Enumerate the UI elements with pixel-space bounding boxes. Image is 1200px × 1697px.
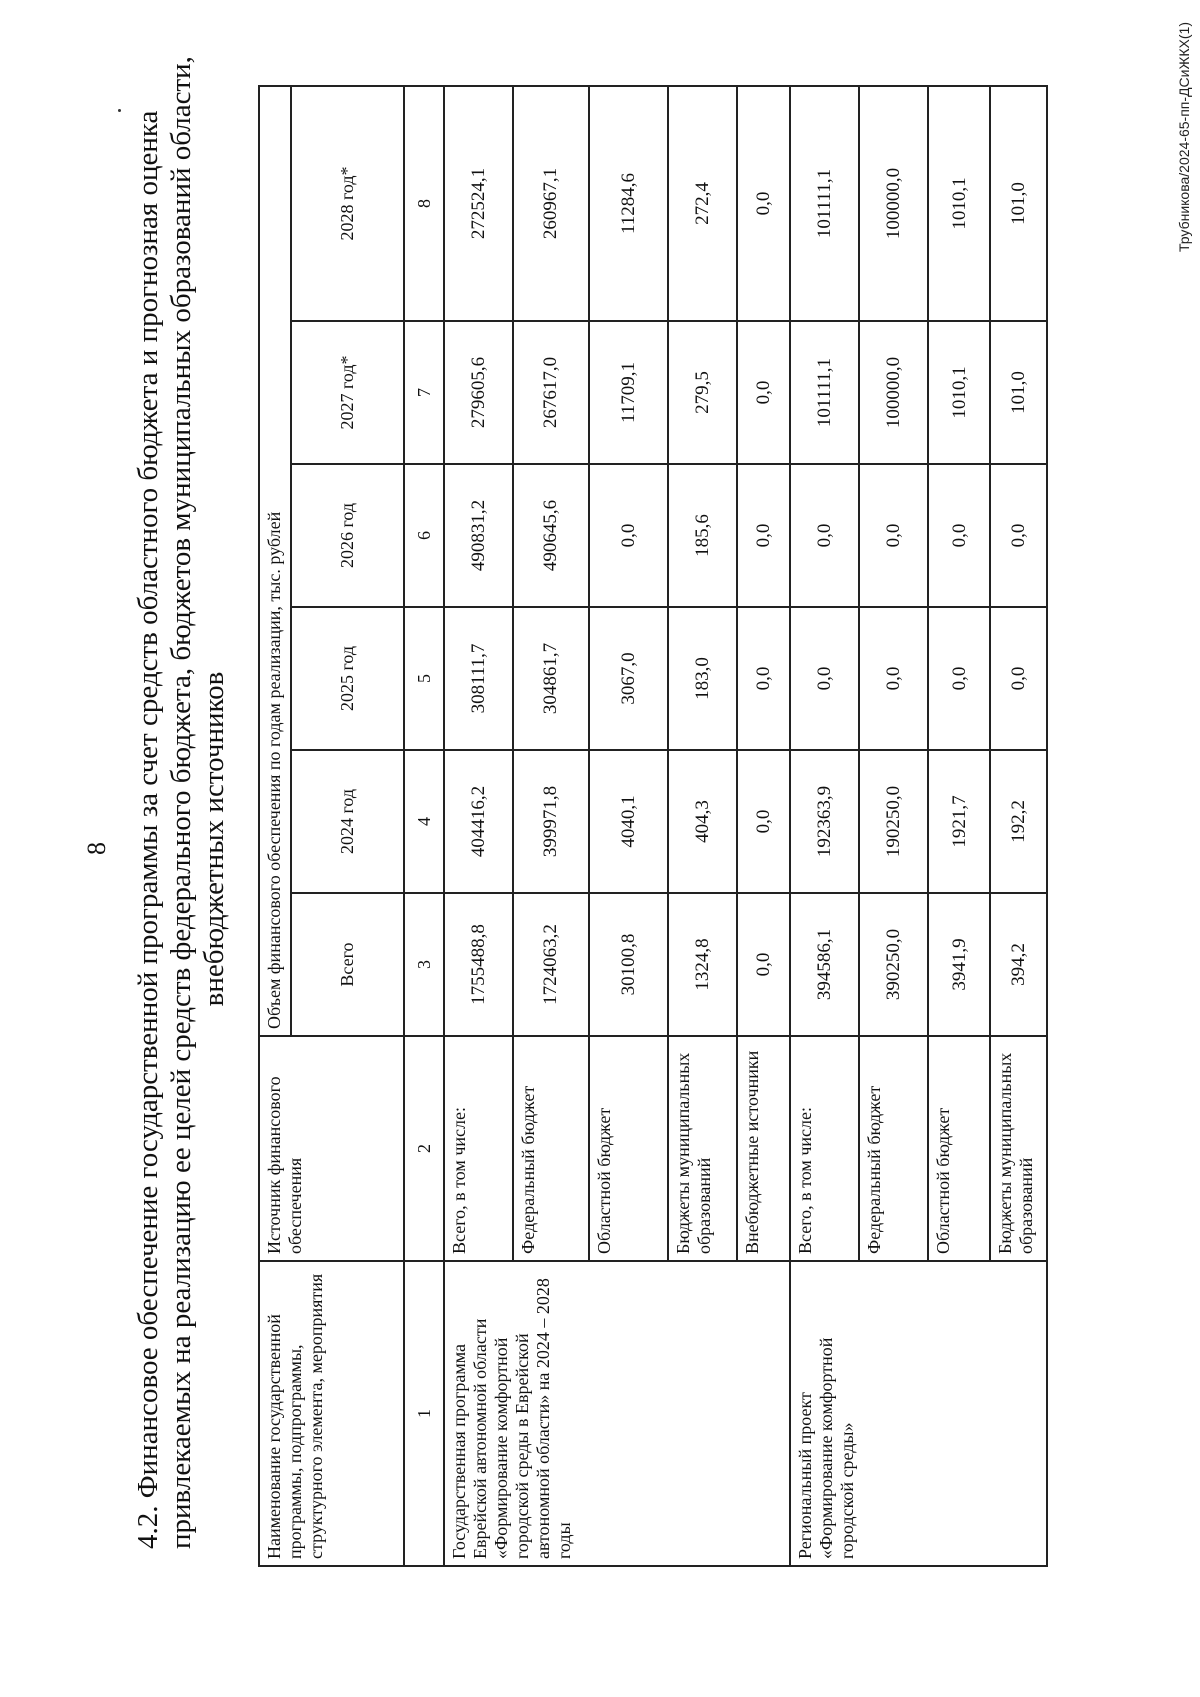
column-number: 2 <box>404 1036 444 1261</box>
amount-cell: 3067,0 <box>589 607 669 750</box>
amount-cell: 190250,0 <box>859 750 928 893</box>
header-name: Наименование государственной программы, подпрограммы, структурного элемента, мероприятия <box>259 1261 404 1566</box>
funding-source-cell: Всего, в том числе: <box>444 1036 513 1261</box>
amount-cell: 267617,0 <box>513 321 588 464</box>
amount-cell: 1010,1 <box>928 321 991 464</box>
title-line-1: 4.2. Финансовое обеспечение государственной программы за счет средств областного бюджета и прогнозная оценка <box>132 110 164 1549</box>
amount-cell: 1755488,8 <box>444 893 513 1036</box>
header-year: 2024 год <box>291 750 404 893</box>
amount-cell: 4040,1 <box>589 750 669 893</box>
amount-cell: 0,0 <box>859 607 928 750</box>
funding-source-cell: Федеральный бюджет <box>513 1036 588 1261</box>
amount-cell: 0,0 <box>928 607 991 750</box>
amount-cell: 11709,1 <box>589 321 669 464</box>
amount-cell: 101,0 <box>990 86 1047 321</box>
column-number: 4 <box>404 750 444 893</box>
column-number: 7 <box>404 321 444 464</box>
amount-cell: 100000,0 <box>859 86 928 321</box>
header-year: 2025 год <box>291 607 404 750</box>
amount-cell: 0,0 <box>990 464 1047 607</box>
column-number-row <box>404 86 444 1566</box>
amount-cell: 0,0 <box>737 464 789 607</box>
amount-cell: 490831,2 <box>444 464 513 607</box>
amount-cell: 260967,1 <box>513 86 588 321</box>
amount-cell: 0,0 <box>737 893 789 1036</box>
funding-source-cell: Федеральный бюджет <box>859 1036 928 1261</box>
page-number: 8 <box>82 842 111 855</box>
amount-cell: 399971,8 <box>513 750 588 893</box>
header-year: 2028 год* <box>291 86 404 321</box>
header-volume: Объем финансового обеспечения по годам реализации, тыс. рублей <box>259 86 291 1036</box>
column-number: 1 <box>404 1261 444 1566</box>
amount-cell: 101,0 <box>990 321 1047 464</box>
funding-source-cell: Бюджеты муниципальных образований <box>990 1036 1047 1261</box>
amount-cell: 185,6 <box>668 464 737 607</box>
funding-source-cell: Внебюджетные источники <box>737 1036 789 1261</box>
section-title <box>132 56 231 1549</box>
amount-cell: 279,5 <box>668 321 737 464</box>
amount-cell: 1010,1 <box>928 86 991 321</box>
amount-cell: 0,0 <box>790 607 859 750</box>
financing-table <box>258 85 1048 1567</box>
amount-cell: 0,0 <box>737 750 789 893</box>
funding-source-cell: Областной бюджет <box>589 1036 669 1261</box>
amount-cell: 0,0 <box>737 321 789 464</box>
amount-cell: 272524,1 <box>444 86 513 321</box>
amount-cell: 30100,8 <box>589 893 669 1036</box>
amount-cell: 101111,1 <box>790 321 859 464</box>
amount-cell: 394586,1 <box>790 893 859 1036</box>
document-footer: Трубникова/2024-65-пп-ДСиЖКХ(1) <box>1176 22 1192 252</box>
funding-source-cell: Бюджеты муниципальных образований <box>668 1036 737 1261</box>
title-line-2: привлекаемых на реализацию ее целей средств федерального бюджета, бюджетов муниципальных образований области, <box>165 56 197 1549</box>
amount-cell: 0,0 <box>859 464 928 607</box>
amount-cell: 0,0 <box>928 464 991 607</box>
column-number: 3 <box>404 893 444 1036</box>
amount-cell: 3941,9 <box>928 893 991 1036</box>
header-year: 2026 год <box>291 464 404 607</box>
amount-cell: 0,0 <box>737 86 789 321</box>
amount-cell: 192,2 <box>990 750 1047 893</box>
column-number: 6 <box>404 464 444 607</box>
amount-cell: 0,0 <box>589 464 669 607</box>
amount-cell: 394,2 <box>990 893 1047 1036</box>
amount-cell: 100000,0 <box>859 321 928 464</box>
amount-cell: 0,0 <box>990 607 1047 750</box>
amount-cell: 0,0 <box>737 607 789 750</box>
column-number: 5 <box>404 607 444 750</box>
header-year: Всего <box>291 893 404 1036</box>
amount-cell: 0,0 <box>790 464 859 607</box>
program-name-cell: Государственная программа Еврейской автономной области «Формирование комфортной городской среды в Еврейской автономной области» на 2024 – 2028 годы <box>444 1261 789 1566</box>
table-row <box>790 86 859 1566</box>
header-year: 2027 год* <box>291 321 404 464</box>
title-line-3: внебюджетных источников <box>198 671 230 1007</box>
amount-cell: 308111,7 <box>444 607 513 750</box>
amount-cell: 404,3 <box>668 750 737 893</box>
table-row <box>444 86 513 1566</box>
amount-cell: 272,4 <box>668 86 737 321</box>
column-number: 8 <box>404 86 444 321</box>
amount-cell: 192363,9 <box>790 750 859 893</box>
amount-cell: 11284,6 <box>589 86 669 321</box>
header-source: Источник финансового обеспечения <box>259 1036 404 1261</box>
amount-cell: 1921,7 <box>928 750 991 893</box>
amount-cell: 101111,1 <box>790 86 859 321</box>
header-row-1 <box>259 86 291 1566</box>
funding-source-cell: Всего, в том числе: <box>790 1036 859 1261</box>
amount-cell: 183,0 <box>668 607 737 750</box>
amount-cell: 490645,6 <box>513 464 588 607</box>
amount-cell: 304861,7 <box>513 607 588 750</box>
amount-cell: 390250,0 <box>859 893 928 1036</box>
amount-cell: 404416,2 <box>444 750 513 893</box>
stray-mark <box>118 109 121 112</box>
amount-cell: 1724063,2 <box>513 893 588 1036</box>
amount-cell: 279605,6 <box>444 321 513 464</box>
program-name-cell: Региональный проект «Формирование комфортной городской среды» <box>790 1261 1047 1566</box>
amount-cell: 1324,8 <box>668 893 737 1036</box>
funding-source-cell: Областной бюджет <box>928 1036 991 1261</box>
